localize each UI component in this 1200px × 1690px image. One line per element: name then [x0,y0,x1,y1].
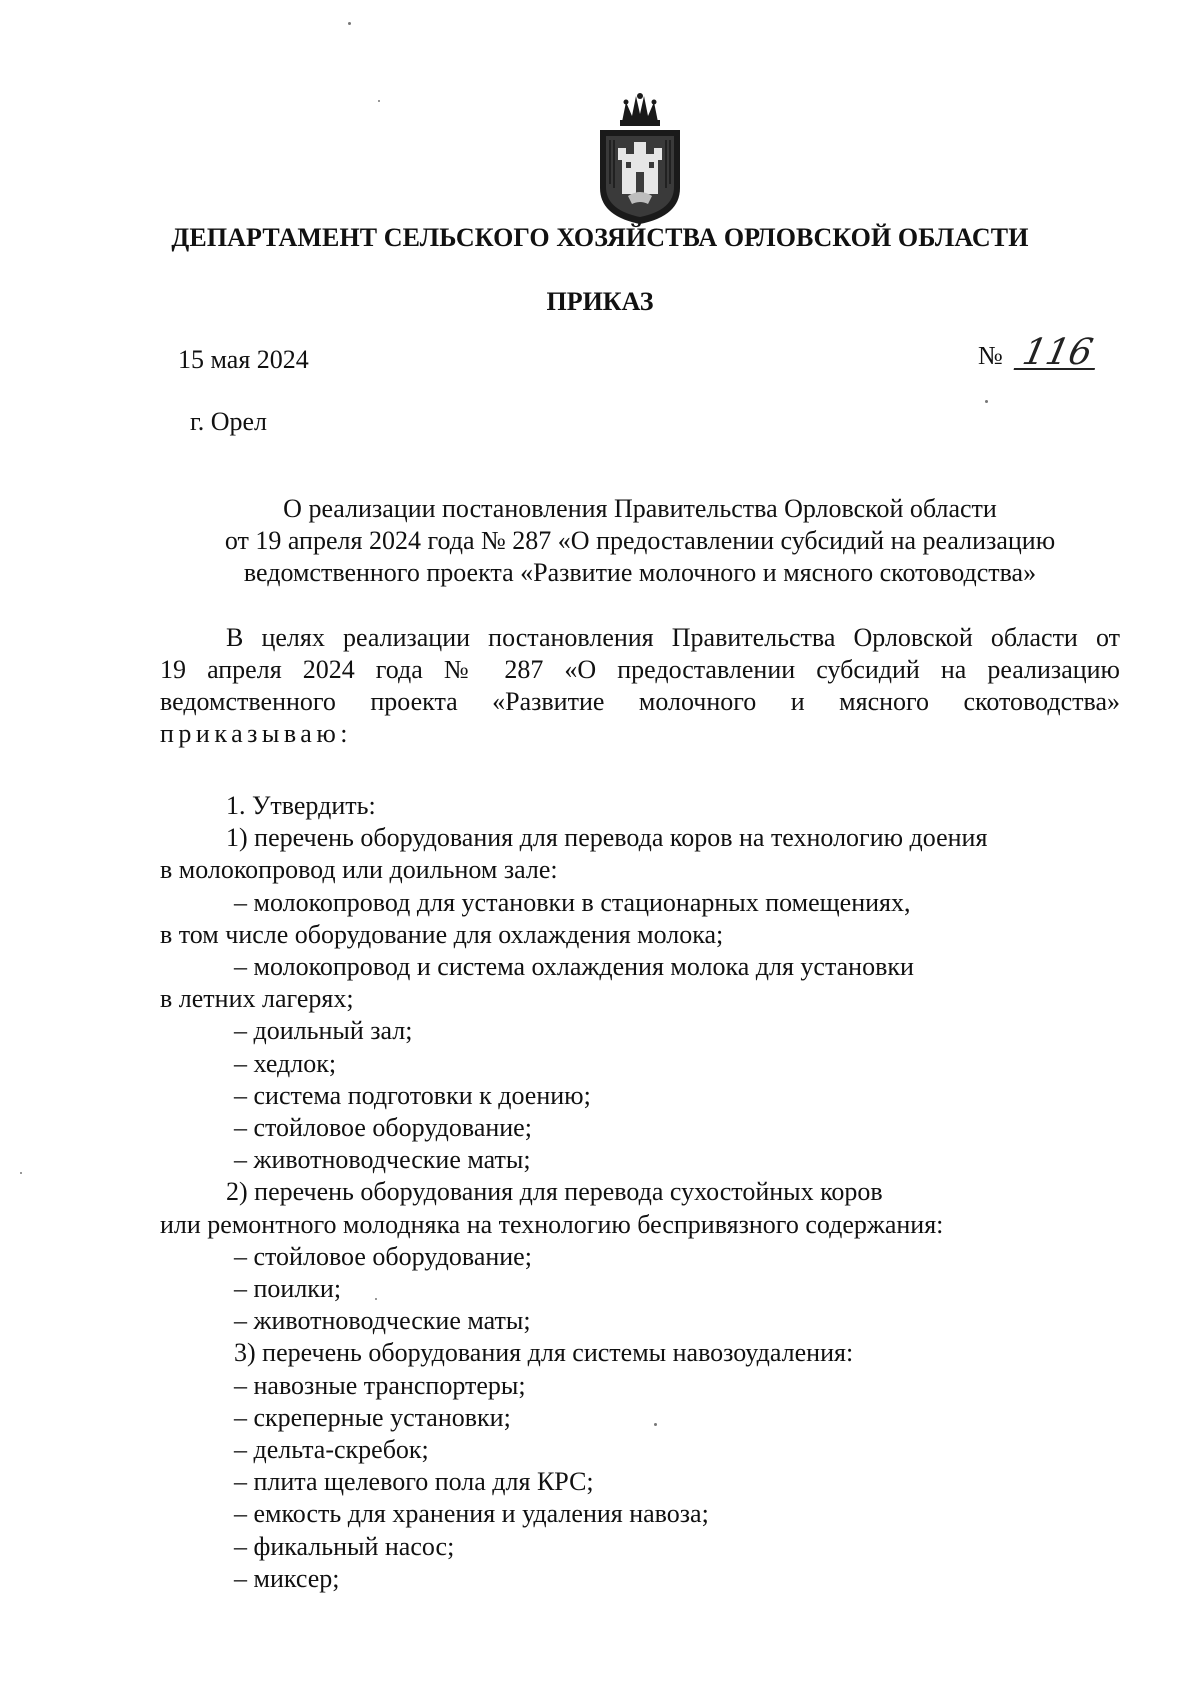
document-date: 15 мая 2024 [178,345,309,374]
body-line: – дельта-скребок; [234,1435,429,1465]
body-line: – хедлок; [234,1048,337,1078]
body-line: 1. Утвердить: [226,791,376,820]
scan-speck [654,1423,657,1426]
order-body [160,790,1120,1595]
preamble-line: ведомственного проекта «Развитие молочного и мясного скотоводства» [160,687,1120,716]
document-subject [160,493,1120,589]
preamble-line: В целях реализации постановления Правительства Орловской области от [226,623,1120,652]
preamble-line: приказываю: [160,719,352,748]
handwritten-number: 116 [1014,338,1102,370]
subject-line: от 19 апреля 2024 года № 287 «О предоставлении субсидий на реализацию [224,526,1056,555]
body-line: 3) перечень оборудования для системы навозоудаления: [234,1338,854,1368]
department-title: ДЕПАРТАМЕНТ СЕЛЬСКОГО ХОЗЯЙСТВА ОРЛОВСКОЙ ОБЛАСТИ [171,223,1029,252]
body-line: – поилки; [234,1274,342,1304]
document-type-title: ПРИКАЗ [546,287,654,316]
body-line: – фикальный насос; [234,1531,455,1561]
body-line: 2) перечень оборудования для перевода сухостойных коров [226,1177,883,1207]
body-line: 1) перечень оборудования для перевода коров на технологию доения [226,823,988,853]
body-line: – навозные транспортеры; [234,1370,526,1400]
body-line: – стойловое оборудование; [234,1113,532,1143]
preamble-line: 19 апреля 2024 года № 287 «О предоставлении субсидий на реализацию [160,655,1120,684]
body-line: в молокопровод или доильном зале: [160,855,558,885]
body-line: – животноводческие маты; [234,1306,531,1336]
scan-speck [348,22,351,25]
preamble-paragraph [160,622,1120,750]
body-line: – стойловое оборудование; [234,1241,532,1271]
scan-speck [985,400,988,403]
body-line: или ремонтного молодняка на технологию беспривязного содержания: [160,1209,944,1239]
document-number [978,332,1098,373]
subject-line: ведомственного проекта «Развитие молочного и мясного скотоводства» [243,558,1037,587]
body-line: – молокопровод и система охлаждения молока для установки [234,952,914,982]
body-line: в летних лагерях; [160,984,354,1014]
body-line: – плита щелевого пола для КРС; [234,1467,594,1497]
body-line: – емкость для хранения и удаления навоза; [234,1499,709,1529]
body-line: – животноводческие маты; [234,1145,531,1175]
body-line: – система подготовки к доению; [234,1080,591,1110]
scan-speck [20,1172,22,1174]
subject-line: О реализации постановления Правительства Орловской области [283,494,997,523]
body-line: – миксер; [234,1563,340,1593]
body-line: в том числе оборудование для охлаждения молока; [160,919,724,949]
number-label: № [978,341,1003,370]
scan-speck [378,100,380,102]
body-line: – молокопровод для установки в стационарных помещениях, [234,887,911,917]
document-city: г. Орел [190,407,268,436]
body-line: – доильный зал; [234,1016,413,1046]
body-line: – скреперные установки; [234,1402,511,1432]
scan-speck [375,1298,377,1300]
coat-of-arms-icon [592,92,688,226]
